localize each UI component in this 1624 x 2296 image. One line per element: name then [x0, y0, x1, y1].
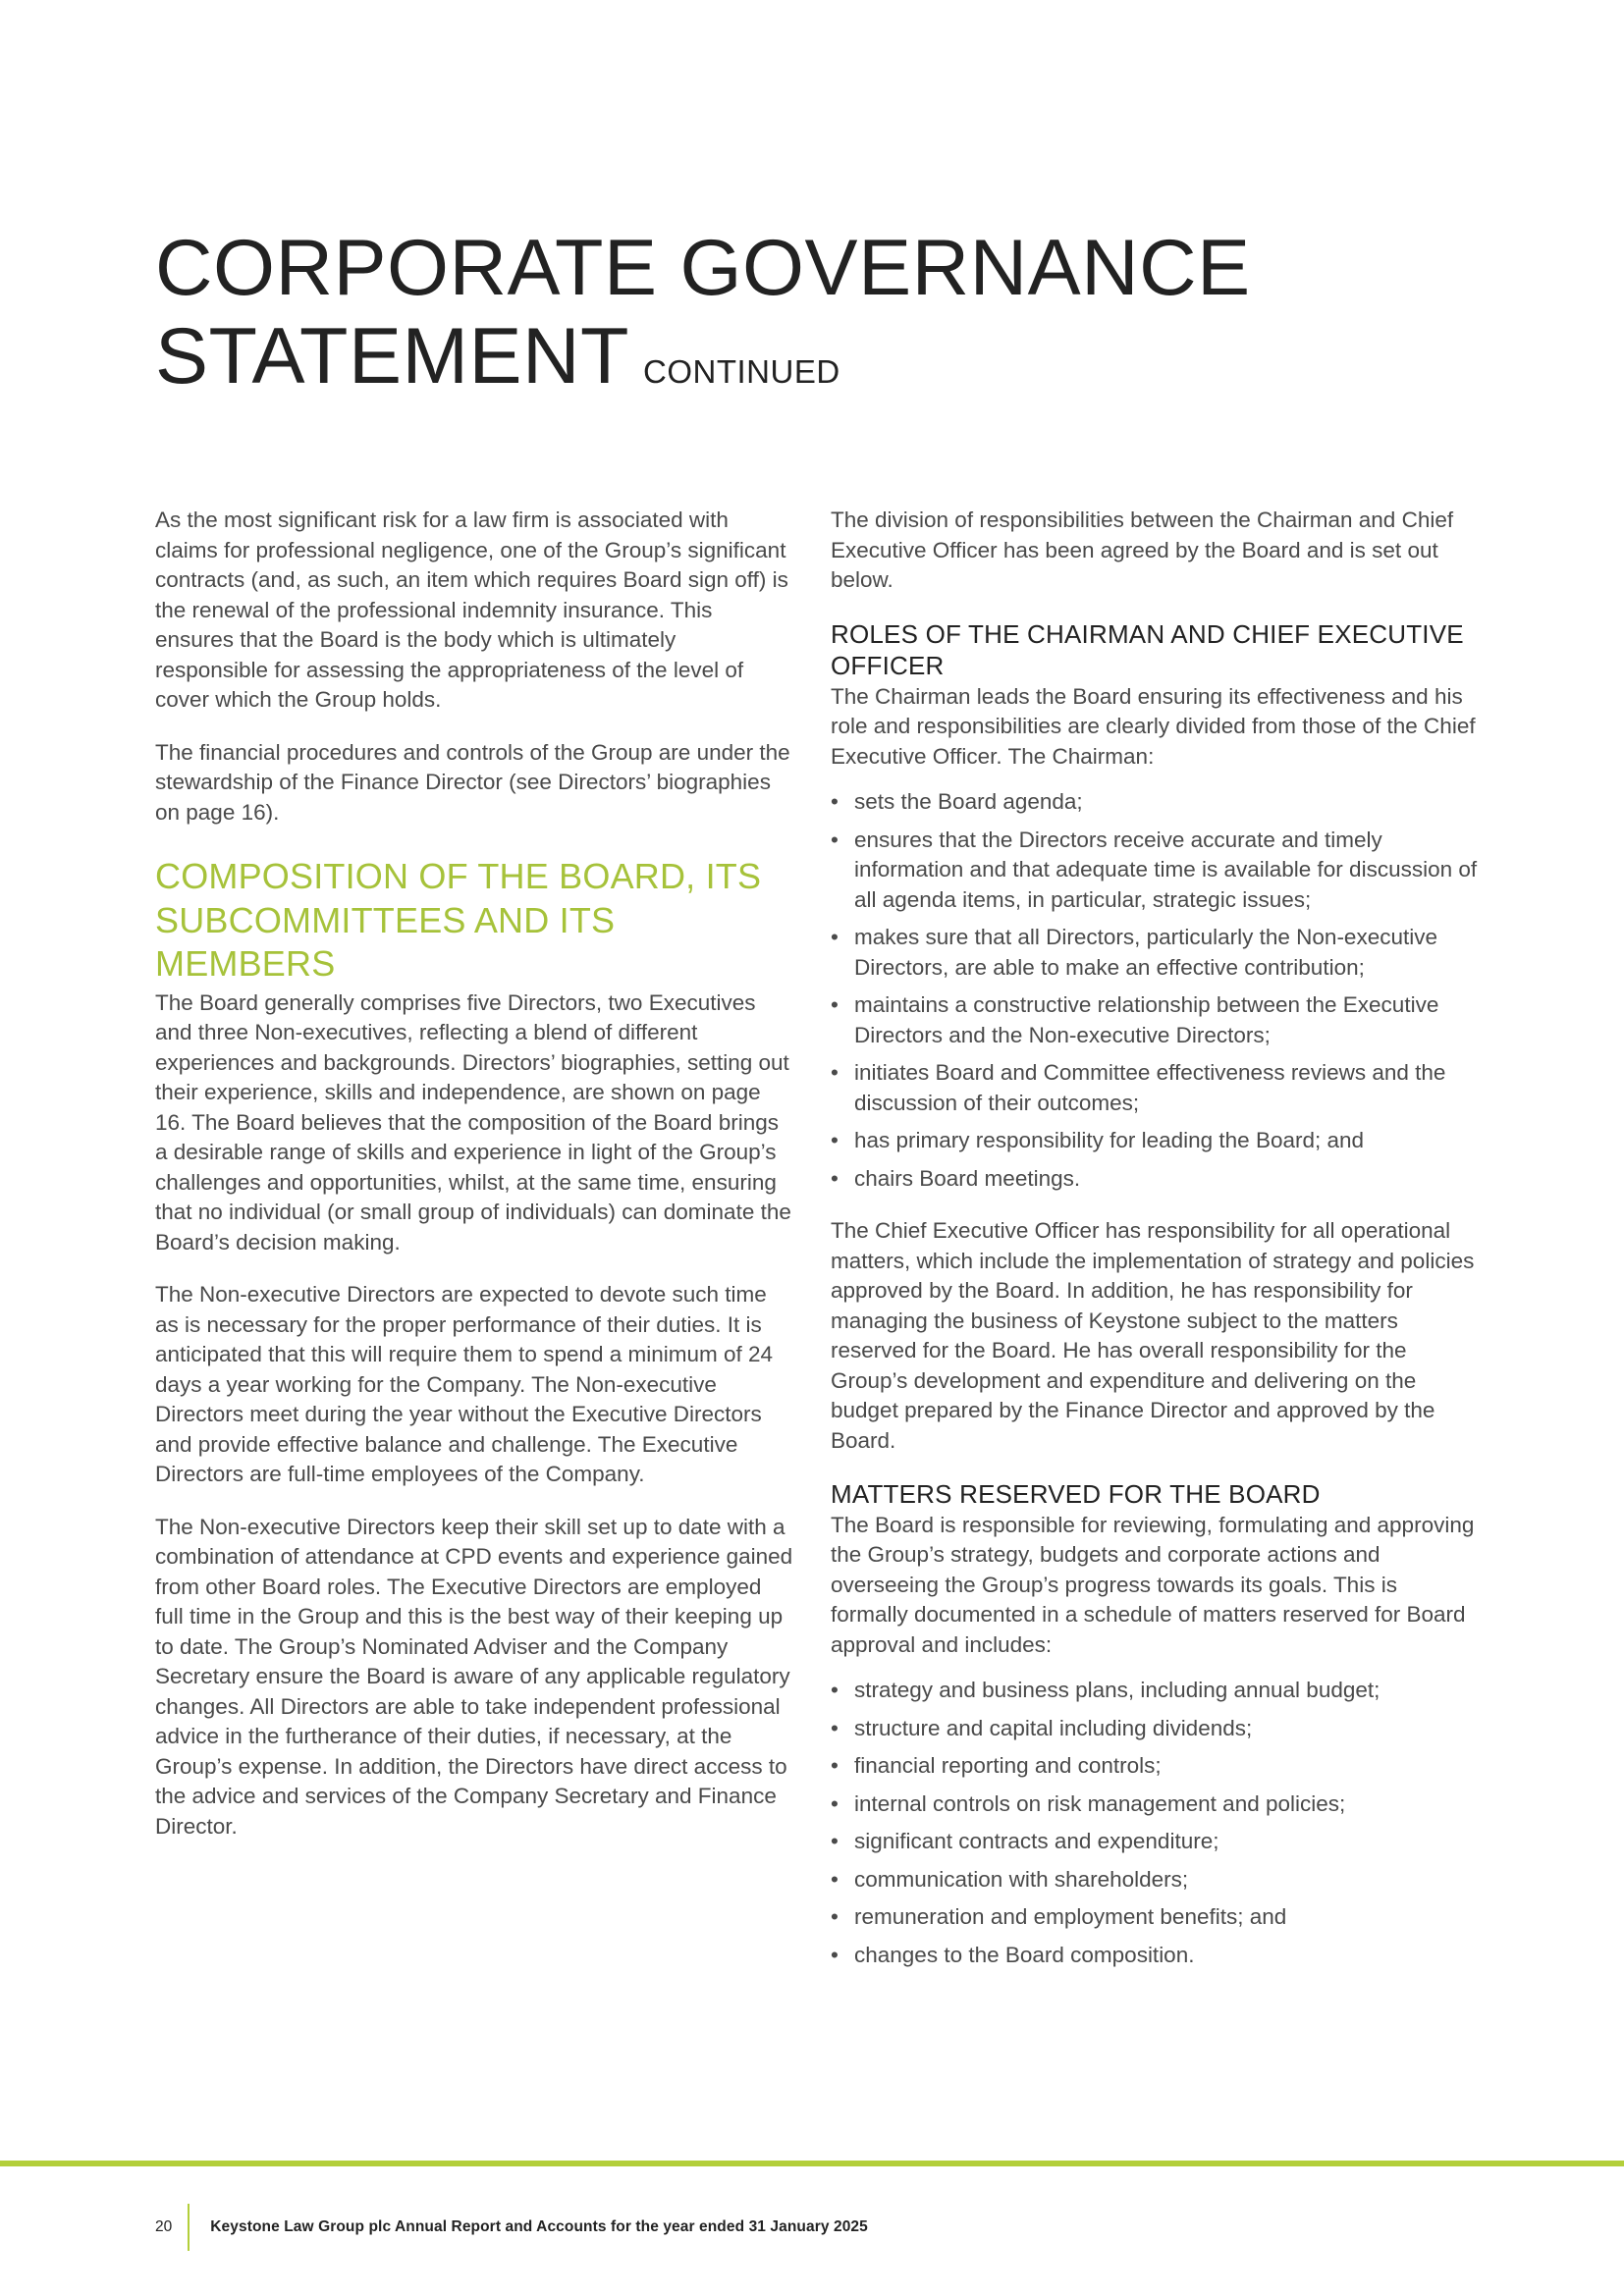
list-item: • internal controls on risk management and policies; — [831, 1789, 1479, 1820]
paragraph-non-executive-time: The Non-executive Directors are expected to devote such time as is necessary for the proper performance of their duties. It is anticipated that this will require them to spend a minimum of 24 days a year working for the Company. The Non-executive Directors meet during the year without the Executive Directors and provide effective balance and challenge. The Executive Directors are full-time employees of the Company. — [155, 1282, 774, 1486]
list-item: • sets the Board agenda; — [831, 787, 1479, 818]
left-column — [155, 506, 793, 1864]
list-item: • significant contracts and expenditure; — [831, 1827, 1479, 1857]
paragraph-board-responsibility: The Board is responsible for reviewing, formulating and approving the Group’s strategy, budgets and corporate actions and overseeing the Group’s progress towards its goals. This is formally documented in a schedule of matters reserved for Board approval and includes: — [831, 1512, 1475, 1657]
list-item: • maintains a constructive relationship between the Executive Directors and the Non-executive Directors; — [831, 990, 1479, 1050]
list-item: • strategy and business plans, including annual budget; — [831, 1676, 1479, 1706]
title-line-1: CORPORATE GOVERNANCE — [155, 224, 1251, 312]
heading-composition-of-board: COMPOSITION OF THE BOARD, ITS SUBCOMMITTEES AND ITS MEMBERS — [155, 856, 762, 984]
list-item: • structure and capital including dividends; — [831, 1714, 1479, 1744]
chairman-bullet-list — [831, 787, 1479, 1194]
list-item: • has primary responsibility for leading the Board; and — [831, 1126, 1479, 1156]
title-continued: CONTINUED — [643, 353, 840, 390]
paragraph-chairman-role: The Chairman leads the Board ensuring its effectiveness and his role and responsibilities are clearly divided from those of the Chief Executive Officer. The Chairman: — [831, 683, 1476, 769]
list-item: • chairs Board meetings. — [831, 1164, 1479, 1195]
matters-bullet-list — [831, 1676, 1479, 1970]
report-title: Keystone Law Group plc Annual Report and Accounts for the year ended 31 January 2025 — [210, 2218, 868, 2235]
list-item: • communication with shareholders; — [831, 1865, 1479, 1896]
page-number: 20 — [155, 2218, 173, 2235]
list-item: • financial reporting and controls; — [831, 1751, 1479, 1782]
paragraph-division-of-responsibilities: The division of responsibilities between the Chairman and Chief Executive Officer has been agreed by the Board and is set out below. — [831, 507, 1454, 592]
list-item: • changes to the Board composition. — [831, 1941, 1479, 1971]
paragraph-skills-up-to-date: The Non-executive Directors keep their skill set up to date with a combination of attendance at CPD events and experience gained from other Board roles. The Executive Directors are employed full time in the Group and this is the best way of their keeping up to date. The Group’s Nominated Adviser and the Company Secretary ensure the Board is aware of any applicable regulatory changes. All Directors are able to take independent professional advice in the furtherance of their duties, if necessary, at the Group’s expense. In addition, the Directors have direct access to the advice and services of the Company Secretary and Finance Director. — [155, 1514, 793, 1839]
title-line-2 — [155, 312, 1510, 416]
footer-vertical-divider — [188, 2204, 189, 2251]
right-column — [831, 506, 1479, 1993]
page-footer — [155, 2204, 868, 2251]
title-statement: STATEMENT — [155, 312, 629, 400]
list-item: • ensures that the Directors receive accurate and timely information and that adequate time is available for discussion of all agenda items, in particular, strategic issues; — [831, 826, 1479, 916]
paragraph-risk-insurance: As the most significant risk for a law firm is associated with claims for professional negligence, one of the Group’s significant contracts (and, as such, an item which requires Board sign off) is the renewal of the professional indemnity insurance. This ensures that the Board is the body which is ultimately responsible for assessing the appropriateness of the level of cover which the Group holds. — [155, 507, 788, 712]
footer-divider-rule — [0, 2161, 1624, 2166]
heading-roles-chairman-ceo: ROLES OF THE CHAIRMAN AND CHIEF EXECUTIVE OFFICER — [831, 618, 1464, 680]
paragraph-financial-procedures: The financial procedures and controls of the Group are under the stewardship of the Finance Director (see Directors’ biographies on page 16). — [155, 739, 790, 825]
list-item: • remuneration and employment benefits; and — [831, 1902, 1479, 1933]
page-title — [155, 224, 1510, 416]
list-item: • makes sure that all Directors, particularly the Non-executive Directors, are able to make an effective contribution; — [831, 923, 1479, 983]
paragraph-board-composition: The Board generally comprises five Directors, two Executives and three Non-executives, reflecting a blend of different experiences and backgrounds. Directors’ biographies, setting out their experience, skills and independence, are shown on page 16. The Board believes that the composition of the Board brings a desirable range of skills and experience in light of the Group’s challenges and opportunities, whilst, at the same time, ensuring that no individual (or small group of individuals) can dominate the Board’s decision making. — [155, 989, 791, 1255]
heading-matters-reserved: MATTERS RESERVED FOR THE BOARD — [831, 1479, 1321, 1509]
list-item: • initiates Board and Committee effectiveness reviews and the discussion of their outcomes; — [831, 1058, 1479, 1118]
paragraph-ceo-responsibility: The Chief Executive Officer has responsibility for all operational matters, which include the implementation of strategy and policies approved by the Board. In addition, he has responsibility for managing the business of Keystone subject to the matters reserved for the Board. He has overall responsibility for the Group’s development and expenditure and delivering on the budget prepared by the Finance Director and approved by the Board. — [831, 1218, 1475, 1453]
